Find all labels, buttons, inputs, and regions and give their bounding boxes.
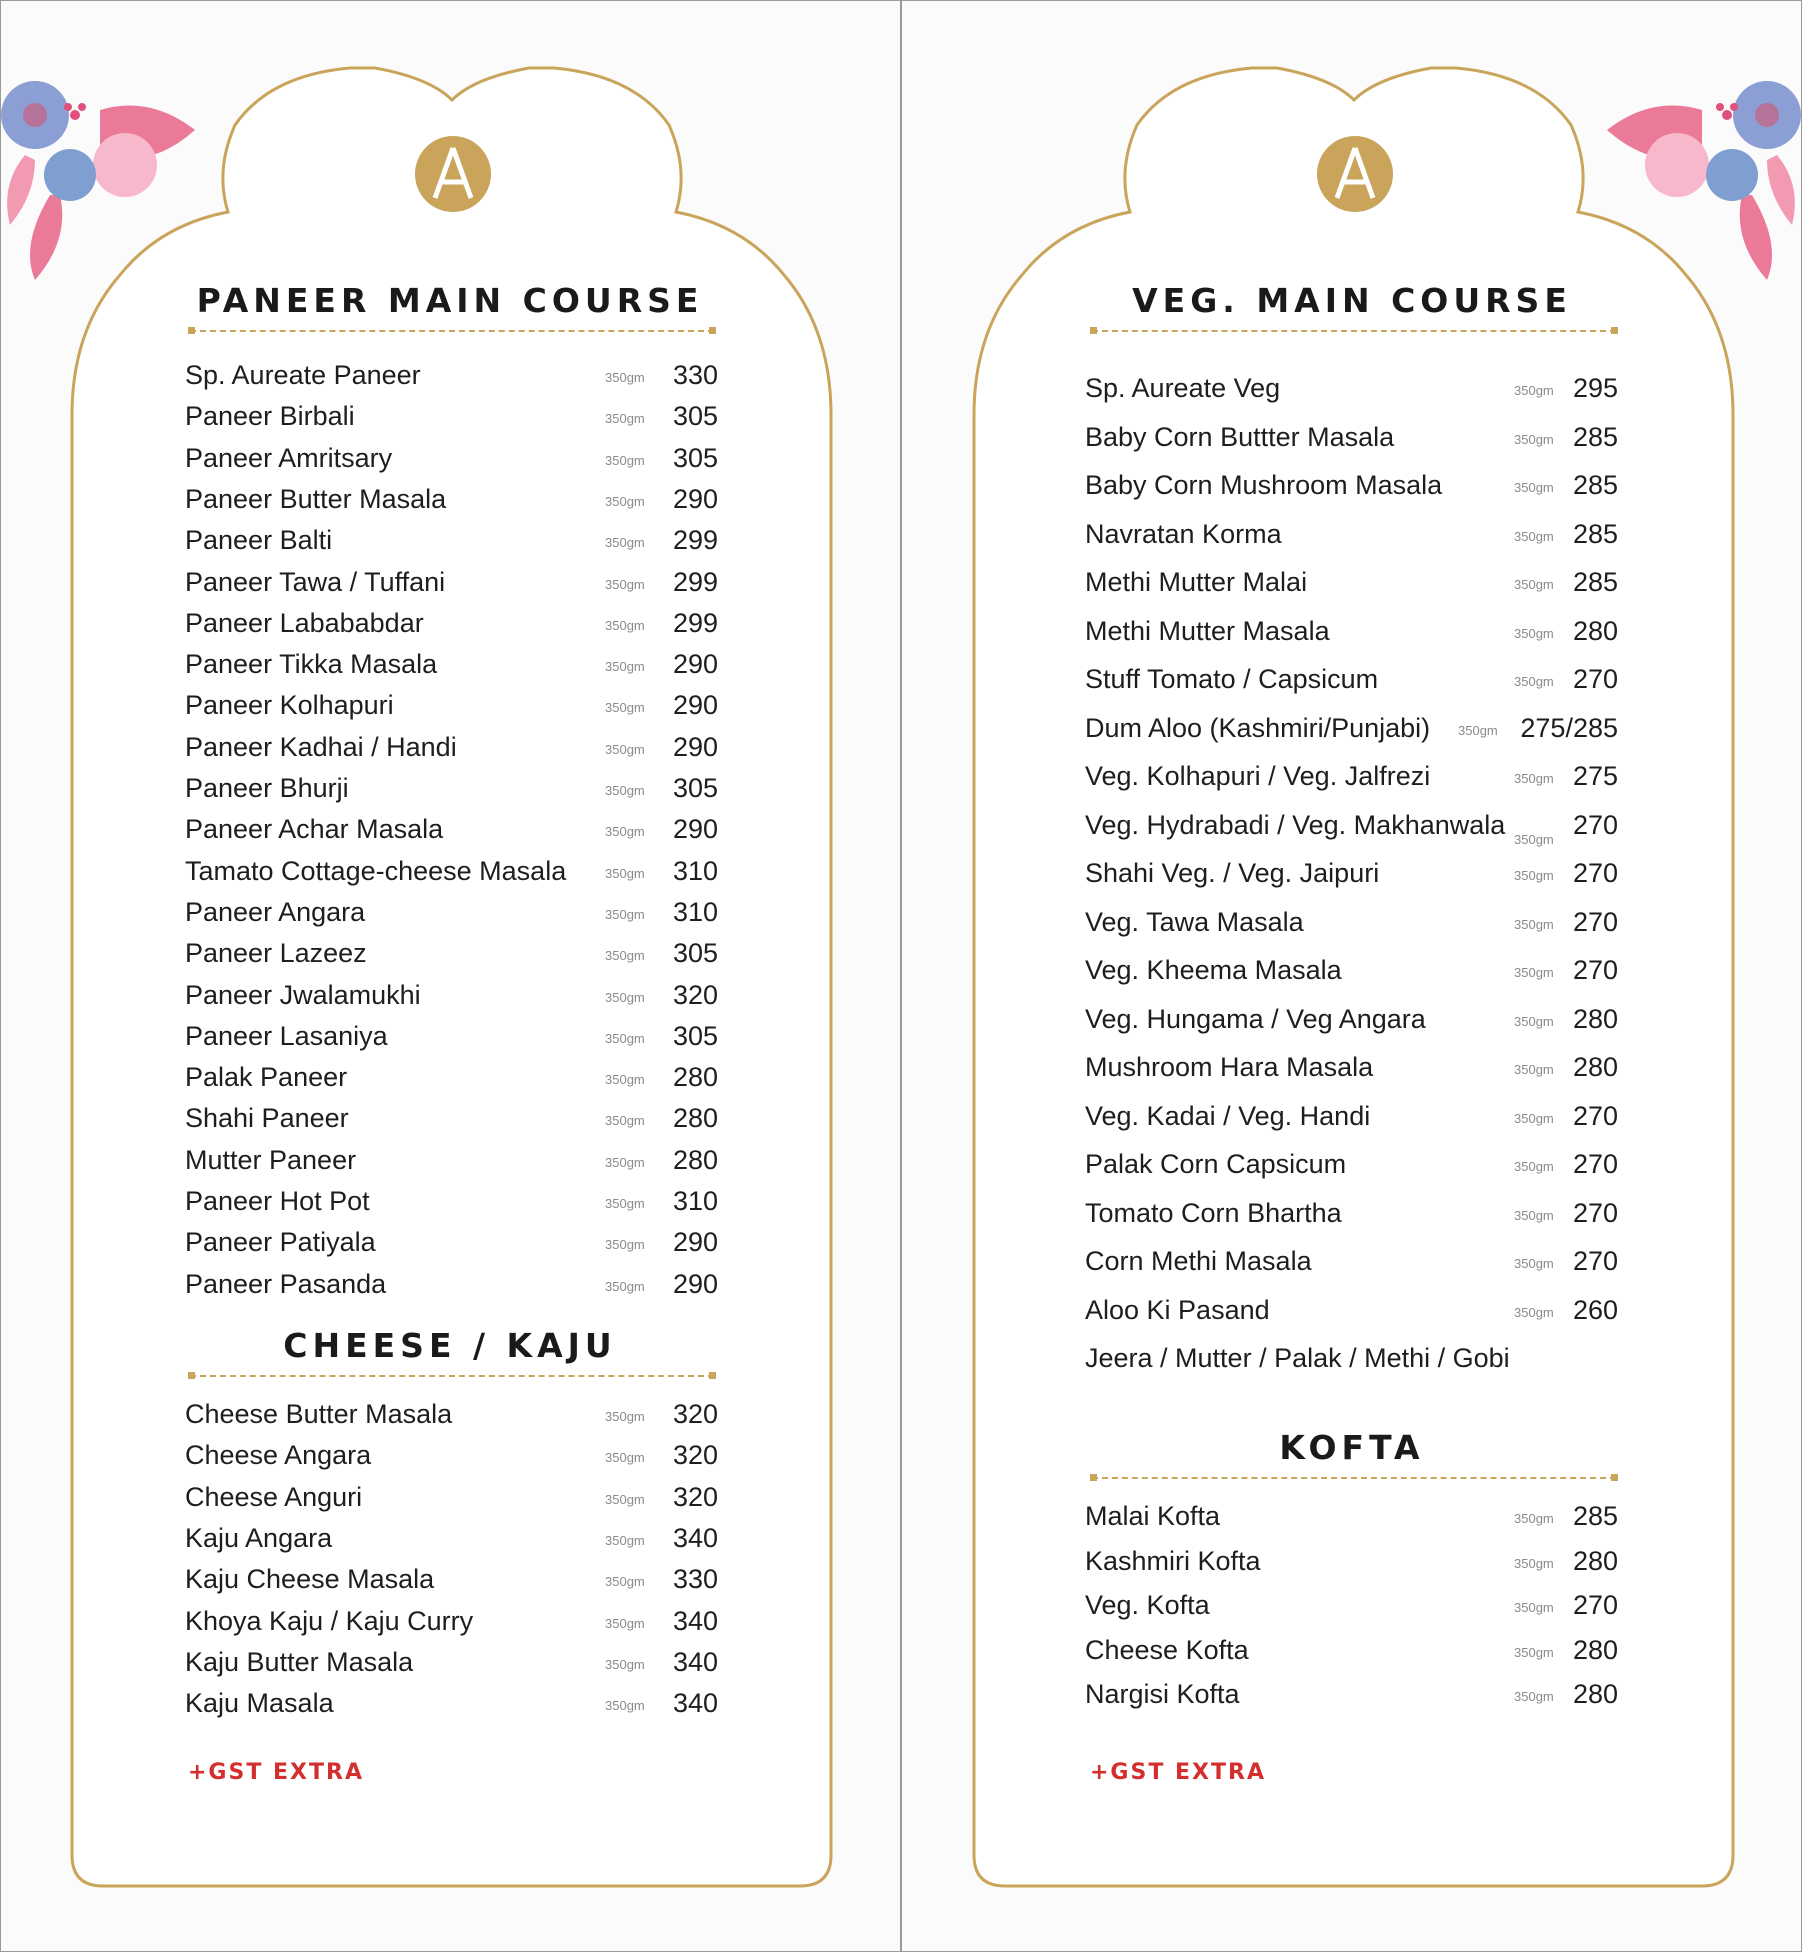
menu-item-name: Cheese Butter Masala [185, 1399, 453, 1429]
menu-item-quantity: 350gm [1514, 1600, 1554, 1616]
menu-item-quantity: 350gm [605, 824, 645, 840]
menu-item-quantity: 350gm [605, 493, 645, 509]
menu-item-name: Paneer Angara [185, 896, 366, 927]
menu-item-name: Veg. Kofta [1085, 1590, 1210, 1621]
menu-item-price: 320 [672, 979, 718, 1010]
menu-item-quantity: 350gm [605, 865, 645, 881]
menu-item-quantity: 350gm [1514, 383, 1554, 398]
menu-item-price: 270 [1572, 1246, 1618, 1276]
menu-item-quantity: 350gm [1514, 965, 1554, 980]
menu-item-quantity: 350gm [605, 452, 645, 468]
menu-item-price: 295 [1572, 373, 1618, 403]
menu-item-name: Dum Aloo (Kashmiri/Punjabi) [1085, 712, 1431, 743]
menu-item-price: 280 [672, 1103, 718, 1134]
menu-item-price: 285 [1572, 1501, 1618, 1531]
menu-item-name: Methi Mutter Masala [1085, 615, 1330, 646]
menu-item-quantity: 350gm [1514, 1304, 1554, 1320]
menu-item-name: Cheese Kofta [1085, 1634, 1249, 1665]
menu-item-quantity: 350gm [605, 948, 645, 964]
menu-item-price: 299 [672, 525, 718, 556]
menu-item-quantity: 350gm [1514, 1511, 1554, 1526]
menu-item-name: Nargisi Kofta [1085, 1679, 1240, 1710]
menu-item-quantity: 350gm [1514, 577, 1554, 592]
menu-item-name: Paneer Hot Pot [185, 1186, 370, 1216]
menu-item-name: Veg. Kolhapuri / Veg. Jalfrezi [1085, 761, 1431, 791]
menu-item-name: Kaju Cheese Masala [185, 1564, 435, 1595]
menu-item-price: 310 [672, 855, 718, 886]
menu-item-name: Paneer Tawa / Tuffani [185, 566, 446, 597]
menu-item-quantity: 350gm [1514, 771, 1554, 786]
section-title: KOFTA [1279, 1428, 1425, 1467]
menu-item-quantity: 350gm [605, 1030, 645, 1046]
menu-item-name: Corn Methi Masala [1085, 1246, 1312, 1276]
menu-item-price: 290 [672, 483, 718, 514]
menu-item-price: 290 [672, 1268, 718, 1299]
menu-item-name: Paneer Birbali [185, 401, 355, 432]
menu-item-quantity: 350gm [1514, 1013, 1554, 1029]
menu-item-quantity: 350gm [605, 1237, 645, 1253]
menu-item-price: 320 [672, 1399, 718, 1429]
menu-item-name: Khoya Kaju / Kaju Curry [185, 1605, 474, 1636]
menu-item-name: Baby Corn Buttter Masala [1085, 421, 1395, 452]
menu-item-price: 270 [1572, 809, 1618, 840]
menu-item-price: 299 [672, 607, 718, 638]
menu-item-price: 280 [1572, 1545, 1618, 1576]
menu-item-price: 320 [672, 1440, 718, 1471]
menu-item-name: Paneer Kadhai / Handi [185, 731, 457, 762]
menu-item-name: Cheese Anguri [185, 1481, 363, 1512]
menu-item-quantity: 350gm [1514, 431, 1554, 447]
menu-item-name: Kashmiri Kofta [1085, 1545, 1261, 1576]
menu-item-name: Kaju Angara [185, 1522, 333, 1553]
menu-item-name: Shahi Veg. / Veg. Jaipuri [1085, 858, 1380, 888]
menu-item-quantity: 350gm [605, 1491, 645, 1507]
menu-item-name: Veg. Tawa Masala [1085, 906, 1304, 937]
menu-item-name: Kaju Butter Masala [185, 1646, 414, 1677]
menu-item-name: Aloo Ki Pasand [1085, 1294, 1270, 1325]
menu-item-price: 285 [1572, 470, 1618, 500]
menu-item-quantity: 350gm [1458, 722, 1498, 738]
menu-item-quantity: 350gm [1514, 625, 1554, 641]
menu-item-name: Veg. Kadai / Veg. Handi [1085, 1100, 1371, 1131]
menu-item-price: 305 [672, 938, 718, 969]
menu-item-quantity: 350gm [1514, 674, 1554, 689]
menu-item-quantity: 350gm [605, 1574, 645, 1590]
menu-item-name: Cheese Angara [185, 1440, 372, 1471]
menu-item-quantity: 350gm [1514, 916, 1554, 932]
menu-item-quantity: 350gm [1514, 1555, 1554, 1571]
menu-item-quantity: 350gm [605, 1698, 645, 1714]
menu-item-name: Sp. Aureate Veg [1085, 373, 1281, 403]
menu-item-price: 305 [672, 442, 718, 473]
menu-item-name: Paneer Lasaniya [185, 1020, 388, 1051]
menu-item-quantity: 350gm [605, 783, 645, 798]
menu-item-name: Paneer Jwalamukhi [185, 979, 421, 1010]
menu-item-quantity: 350gm [1514, 868, 1554, 883]
menu-item-price: 340 [672, 1522, 718, 1553]
gst-note: +GST EXTRA [188, 1760, 364, 1785]
menu-item-price: 299 [672, 566, 718, 597]
menu-item-name: Paneer Bhurji [185, 773, 349, 803]
menu-item-name: Tamato Cottage-cheese Masala [185, 855, 567, 886]
menu-item-name: Paneer Kolhapuri [185, 690, 394, 721]
menu-item-quantity: 350gm [1514, 1207, 1554, 1223]
menu-item-quantity: 350gm [605, 535, 645, 551]
menu-item-price: 280 [672, 1062, 718, 1093]
menu-item-quantity: 350gm [605, 1072, 645, 1088]
menu-item-name: Paneer Balti [185, 525, 333, 556]
menu-item-price: 340 [672, 1646, 718, 1677]
menu-item-price: 280 [1572, 1634, 1618, 1665]
menu-item-quantity: 350gm [605, 576, 645, 592]
menu-item-price: 290 [672, 1227, 718, 1258]
section-title: VEG. MAIN COURSE [1132, 281, 1572, 320]
menu-item-price: 320 [672, 1481, 718, 1512]
menu-item-name: Paneer Labababdar [185, 607, 424, 638]
menu-item-price: 280 [672, 1144, 718, 1175]
menu-item-name: Paneer Butter Masala [185, 483, 447, 514]
menu-item-price: 280 [1572, 615, 1618, 646]
menu-item-name: Kaju Masala [185, 1688, 334, 1719]
menu-item-quantity: 350gm [1514, 1689, 1554, 1705]
menu-item-name: Paneer Patiyala [185, 1227, 376, 1258]
menu-item-price: 270 [1572, 664, 1618, 694]
menu-item-price: 260 [1572, 1294, 1618, 1325]
menu-item-quantity: 350gm [1514, 1110, 1554, 1126]
menu-item-quantity: 350gm [605, 1450, 645, 1466]
menu-item-name: Paneer Achar Masala [185, 814, 444, 845]
menu-item-quantity: 350gm [605, 700, 645, 716]
menu-item-price: 330 [672, 1564, 718, 1595]
menu-item-name: Navratan Korma [1085, 518, 1282, 549]
menu-item-name: Sp. Aureate Paneer [185, 360, 421, 390]
menu-item-price: 310 [672, 896, 718, 927]
menu-item-name: Jeera / Mutter / Palak / Methi / Gobi [1085, 1343, 1510, 1373]
menu-item-quantity: 350gm [605, 1113, 645, 1129]
menu-item-quantity: 350gm [1514, 528, 1554, 544]
menu-item-quantity: 350gm [1514, 1159, 1554, 1174]
menu-item-price: 275/285 [1520, 712, 1618, 743]
menu-item-price: 280 [1572, 1679, 1618, 1710]
menu-item-price: 280 [1572, 1003, 1618, 1034]
menu-item-price: 340 [672, 1605, 718, 1636]
menu-item-price: 290 [672, 731, 718, 762]
menu-item-name: Malai Kofta [1085, 1501, 1221, 1531]
menu-item-name: Paneer Pasanda [185, 1268, 387, 1299]
menu-item-quantity: 350gm [605, 1615, 645, 1631]
menu-item-name: Veg. Hungama / Veg Angara [1085, 1003, 1426, 1034]
menu-item-quantity: 350gm [605, 370, 645, 385]
menu-item-name: Methi Mutter Malai [1085, 567, 1308, 597]
menu-item-price: 310 [672, 1186, 718, 1216]
menu-item-price: 305 [672, 401, 718, 432]
menu-item-price: 270 [1572, 906, 1618, 937]
menu-item-name: Paneer Amritsary [185, 442, 393, 473]
menu-item-quantity: 350gm [605, 1196, 645, 1211]
menu-item-name: Veg. Hydrabadi / Veg. Makhanwala [1085, 809, 1506, 840]
menu-item-name: Shahi Paneer [185, 1103, 349, 1134]
menu-item-quantity: 350gm [1514, 831, 1554, 847]
menu-item-price: 270 [1572, 1149, 1618, 1179]
menu-item-name: Palak Paneer [185, 1062, 348, 1093]
menu-item-name: Mushroom Hara Masala [1085, 1052, 1374, 1082]
menu-item-quantity: 350gm [1514, 1256, 1554, 1271]
menu-item-quantity: 350gm [605, 1154, 645, 1170]
menu-item-name: Baby Corn Mushroom Masala [1085, 470, 1443, 500]
menu-item-price: 290 [672, 814, 718, 845]
menu-item-price: 280 [1572, 1052, 1618, 1082]
menu-item-quantity: 350gm [605, 617, 645, 633]
gst-note: +GST EXTRA [1090, 1760, 1266, 1785]
menu-item-quantity: 350gm [1514, 480, 1554, 495]
menu-item-price: 340 [672, 1688, 718, 1719]
menu-item-price: 270 [1572, 1100, 1618, 1131]
menu-item-name: Palak Corn Capsicum [1085, 1149, 1347, 1179]
menu-item-price: 275 [1572, 761, 1618, 791]
menu-item-name: Tomato Corn Bhartha [1085, 1197, 1342, 1228]
menu-item-name: Stuff Tomato / Capsicum [1085, 664, 1379, 694]
menu-item-quantity: 350gm [1514, 1644, 1554, 1660]
menu-item-price: 290 [672, 690, 718, 721]
menu-item-price: 305 [672, 1020, 718, 1051]
menu-item-name: Paneer Lazeez [185, 938, 367, 969]
menu-item-price: 270 [1572, 858, 1618, 888]
menu-item-quantity: 350gm [605, 1278, 645, 1294]
section-title: PANEER MAIN COURSE [196, 281, 704, 320]
menu-item-price: 270 [1572, 1197, 1618, 1228]
menu-item-quantity: 350gm [605, 1532, 645, 1548]
menu-item-quantity: 350gm [605, 411, 645, 427]
menu-item-price: 285 [1572, 518, 1618, 549]
menu-item-price: 305 [672, 773, 718, 803]
menu-item-name: Mutter Paneer [185, 1144, 357, 1175]
menu-item-quantity: 350gm [605, 1656, 645, 1672]
menu-item-price: 270 [1572, 955, 1618, 985]
menu-item-quantity: 350gm [1514, 1062, 1554, 1077]
menu-item-price: 290 [672, 649, 718, 680]
section-title: CHEESE / KAJU [283, 1326, 617, 1365]
menu-item-name: Paneer Tikka Masala [185, 649, 438, 680]
menu-item-quantity: 350gm [605, 659, 645, 675]
menu-item-name: Veg. Kheema Masala [1085, 955, 1342, 985]
menu-item-price: 330 [672, 360, 718, 390]
menu-item-quantity: 350gm [605, 1409, 645, 1424]
menu-item-quantity: 350gm [605, 906, 645, 922]
menu-item-price: 285 [1572, 567, 1618, 597]
menu-item-quantity: 350gm [605, 989, 645, 1005]
menu-item-quantity: 350gm [605, 741, 645, 757]
menu-item-price: 285 [1572, 421, 1618, 452]
menu-item-price: 270 [1572, 1590, 1618, 1621]
